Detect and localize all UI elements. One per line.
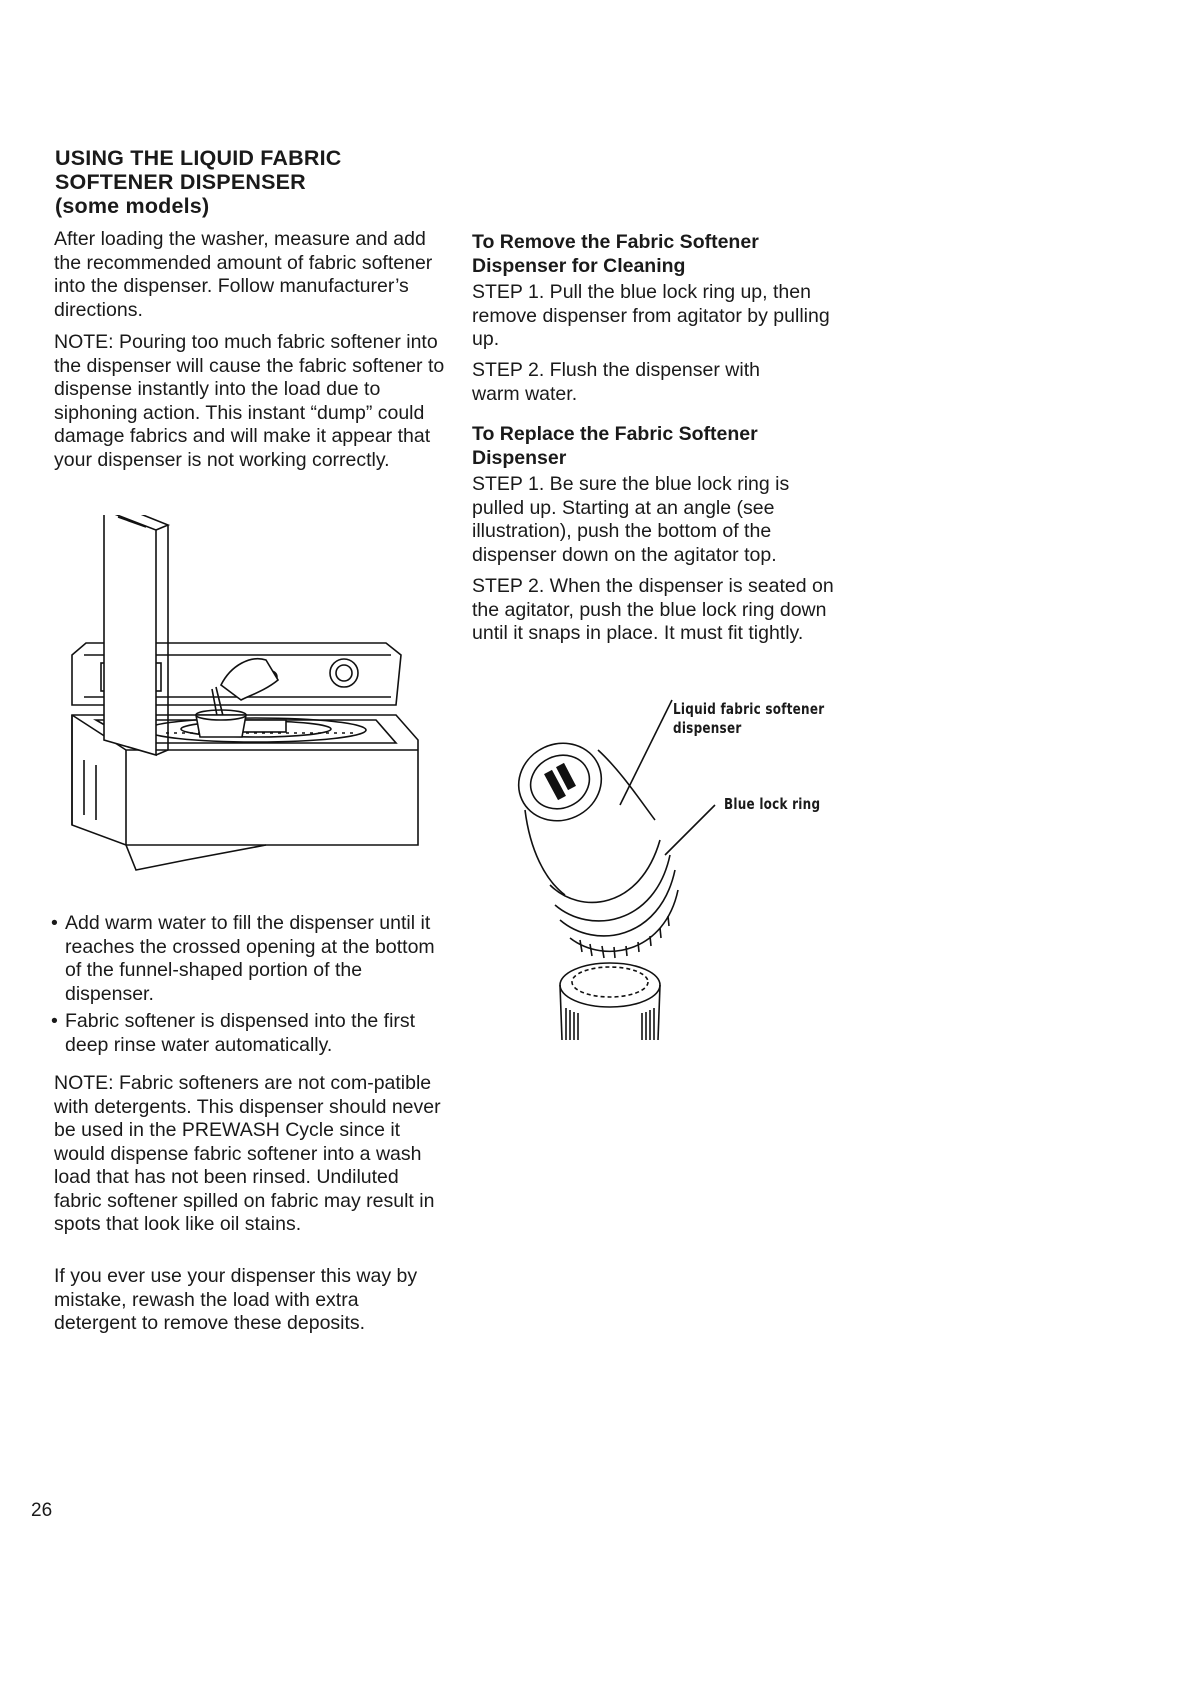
- dispenser-callout-label: Liquid fabric softener dispenser: [673, 700, 825, 737]
- note-paragraph-1: [54, 331, 449, 472]
- step-text: Be sure the blue lock ring is pulled up. Starting at an angle (see illustration), push the bottom of the dispenser down on the agitator top.: [472, 473, 790, 566]
- remove-step-2: [472, 359, 812, 406]
- washer-illustration: [66, 515, 426, 880]
- lock-ring-callout-label: Blue lock ring: [724, 795, 821, 813]
- step-text: Flush the dispenser with warm water.: [472, 359, 760, 405]
- heading-subtitle: (some models): [55, 194, 210, 218]
- page-number: 26: [31, 1500, 53, 1521]
- note-text: Fabric softeners are not com-patible with detergents. This dispenser should never be used in the PREWASH Cycle since it would dispense fabric softener into a wash load that has not been rinsed. Undiluted fabric softener spilled on fabric may result in spots that look like oil stains.: [54, 1072, 441, 1235]
- step-text: When the dispenser is seated on the agitator, push the blue lock ring down until it snaps in place. It must fit tightly.: [472, 575, 834, 644]
- step-label: STEP 1.: [472, 281, 545, 303]
- remove-step-1: [472, 281, 837, 352]
- step-label: STEP 1.: [472, 473, 545, 495]
- replace-section-title: To Replace the Fabric Softener Dispenser: [472, 423, 758, 469]
- heading-line-1: USING THE LIQUID FABRIC: [55, 146, 342, 170]
- intro-paragraph: After loading the washer, measure and add the recommended amount of fabric softener into the dispenser. Follow manufacturer’s directions.: [54, 228, 433, 321]
- closing-paragraph: If you ever use your dispenser this way by mistake, rewash the load with extra detergent to remove these deposits.: [54, 1265, 418, 1334]
- instruction-bullet-list: [51, 912, 451, 1061]
- step-label: STEP 2.: [472, 575, 545, 597]
- section-heading: [55, 146, 415, 218]
- heading-line-2: SOFTENER DISPENSER: [55, 170, 306, 194]
- note-label: NOTE:: [54, 331, 114, 353]
- replace-step-1: [472, 473, 842, 567]
- replace-step-2: [472, 575, 837, 646]
- step-text: Pull the blue lock ring up, then remove dispenser from agitator by pulling up.: [472, 281, 830, 350]
- list-item: • Add warm water to fill the dispenser until it reaches the crossed opening at the bottom of the funnel-shaped portion of the dispenser.: [51, 912, 451, 1006]
- note-paragraph-2: [54, 1072, 449, 1237]
- dispenser-illustration: [510, 690, 810, 1050]
- list-item: • Fabric softener is dispensed into the first deep rinse water automatically.: [51, 1010, 451, 1057]
- step-label: STEP 2.: [472, 359, 545, 381]
- remove-section-title: To Remove the Fabric Softener Dispenser for Cleaning: [472, 231, 759, 277]
- note-text: Pouring too much fabric softener into the dispenser will cause the fabric softener to dispense instantly into the load due to siphoning action. This instant “dump” could damage fabrics and will make it appear that your dispenser is not working correctly.: [54, 331, 445, 471]
- note-label: NOTE:: [54, 1072, 114, 1094]
